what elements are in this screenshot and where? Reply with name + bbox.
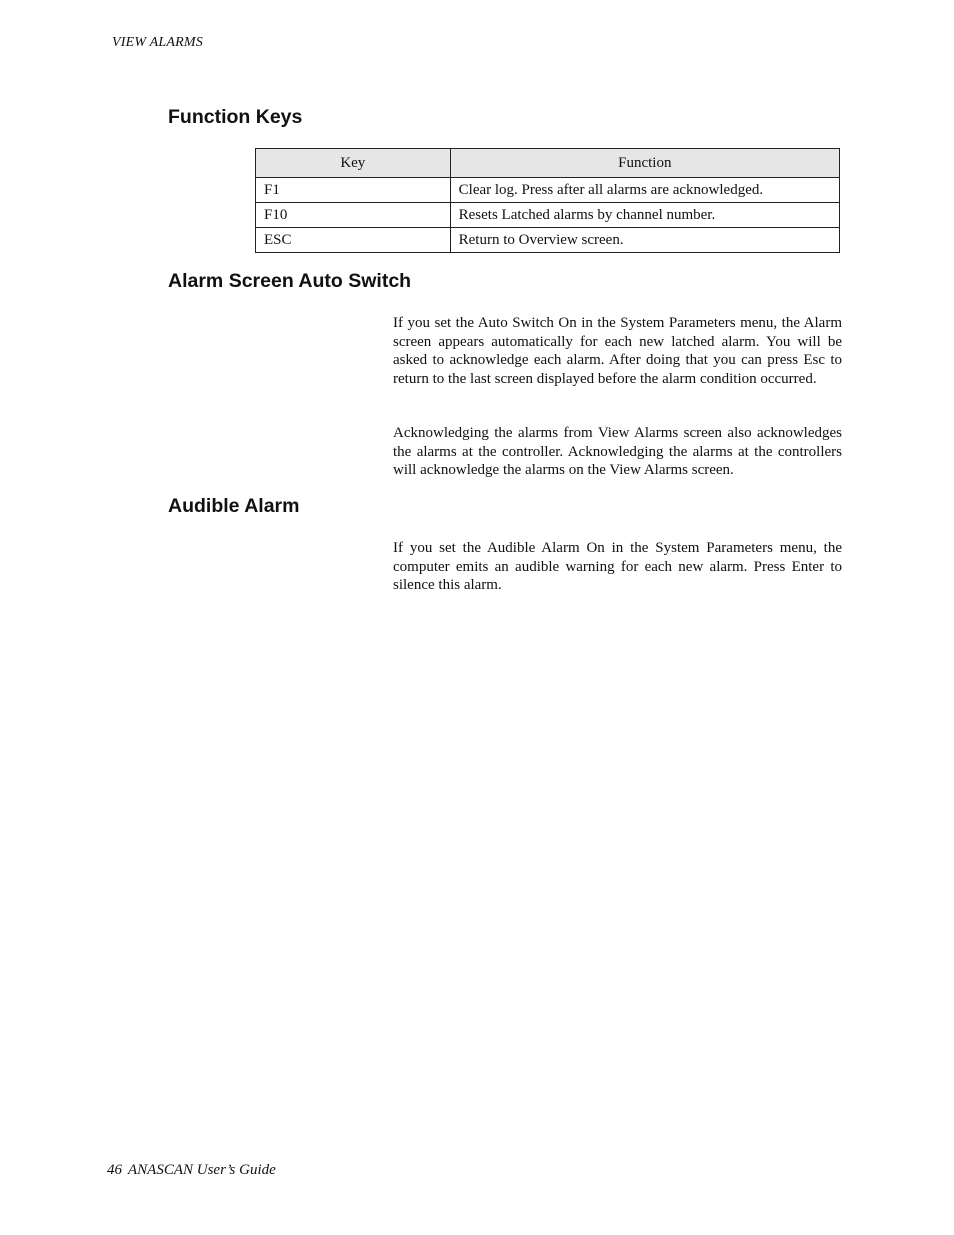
page-number: 46 xyxy=(107,1162,122,1178)
table-row xyxy=(256,203,840,228)
auto-switch-paragraph-1: If you set the Auto Switch On in the System Parameters menu, the Alarm screen appears automatically for each new latched alarm. You will be asked to acknowledge each alarm. After doing that you can press Esc to return to the last screen displayed before the alarm condition occurred. xyxy=(393,315,842,387)
function-cell: Clear log. Press after all alarms are acknowledged. xyxy=(450,178,839,203)
section-heading-audible-alarm: Audible Alarm xyxy=(168,495,300,517)
function-cell: Return to Overview screen. xyxy=(450,228,839,253)
guide-title: ANASCAN User’s Guide xyxy=(128,1162,276,1178)
column-header-function: Function xyxy=(450,149,839,178)
running-footer xyxy=(107,1162,276,1179)
section-heading-auto-switch: Alarm Screen Auto Switch xyxy=(168,270,412,292)
auto-switch-paragraph-2: Acknowledging the alarms from View Alarms screen also acknowledges the alarms at the controller. Acknowledging the alarms at the controllers will acknowledge the alarms on the View Alarms screen. xyxy=(393,425,842,478)
table-row xyxy=(256,178,840,203)
table-header-row xyxy=(256,149,840,178)
key-cell: F1 xyxy=(256,178,451,203)
column-header-key: Key xyxy=(256,149,451,178)
running-header: VIEW ALARMS xyxy=(112,35,203,50)
key-cell: ESC xyxy=(256,228,451,253)
key-cell: F10 xyxy=(256,203,451,228)
audible-alarm-paragraph-1: If you set the Audible Alarm On in the System Parameters menu, the computer emits an audible warning for each new alarm. Press Enter to silence this alarm. xyxy=(393,540,842,593)
section-heading-function-keys: Function Keys xyxy=(168,106,303,128)
table-row xyxy=(256,228,840,253)
function-cell: Resets Latched alarms by channel number. xyxy=(450,203,839,228)
function-keys-table xyxy=(255,148,840,253)
